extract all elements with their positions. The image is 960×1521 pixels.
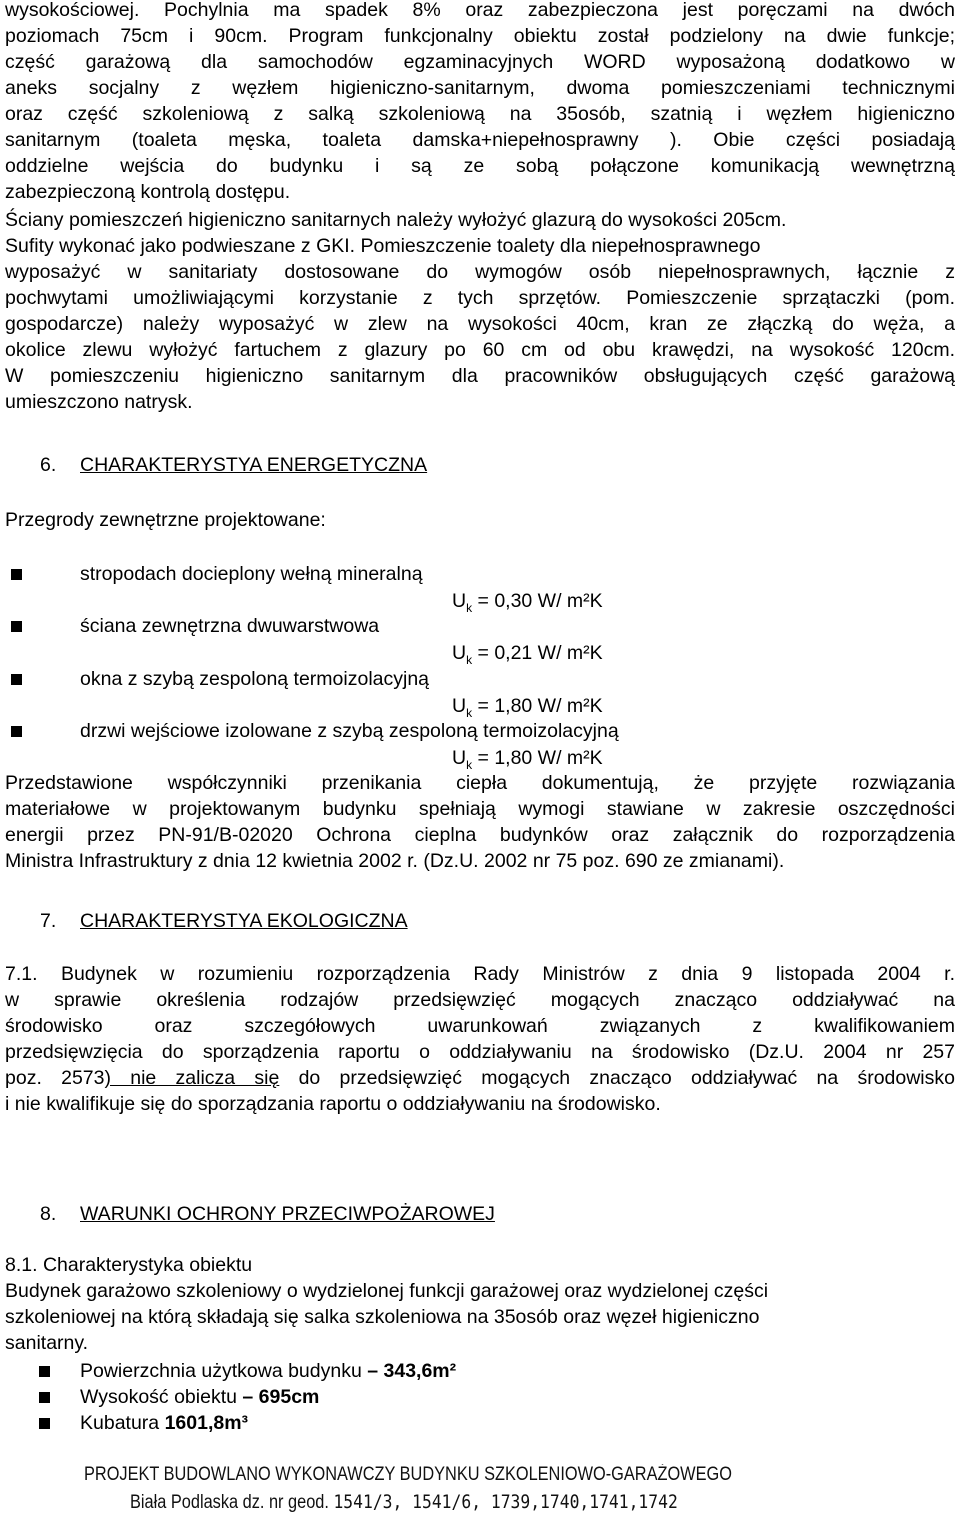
u-value: $U_k = 0,30$ W/ m²K (452, 590, 603, 615)
text-line: Ministra Infrastruktury z dnia 12 kwietnia 2002 r. (Dz.U. 2002 nr 75 poz. 690 ze zmianami). (5, 850, 785, 872)
text-line: energii przez PN-91/B-02020 Ochrona cieplna budynków oraz załącznik do rozporządzenia (5, 824, 955, 846)
text-line: umieszczono natrysk. (5, 391, 193, 413)
text-line: przedsięwzięcia do sporządzenia raportu o oddziaływaniu na środowisko (Dz.U. 2004 nr 257 (5, 1041, 955, 1063)
text-line: 7.1. Budynek w rozumieniu rozporządzenia Rady Ministrów z dnia 9 listopada 2004 r. (5, 963, 955, 985)
text-line: wyposażyć w sanitariaty dostosowane do wymogów osób niepełnosprawnych, łącznie z (5, 261, 955, 283)
text-line: sanitarnym (toaleta męska, toaleta damska+niepełnosprawny ). Obie części posiadają (5, 129, 955, 151)
bullet-icon (11, 621, 22, 632)
fact-line: Powierzchnia użytkowa budynku – 343,6m² (80, 1360, 457, 1382)
text-line: gospodarcze) należy wyposażyć w zlew na wysokości 40cm, kran ze złączką do węża, a (5, 313, 955, 335)
section-number: 6. (40, 454, 57, 476)
section-number: 7. (40, 910, 57, 932)
text-line: sanitarny. (5, 1332, 89, 1354)
text-line: oddzielne wejścia do budynku i są ze sobą połączone komunikacją wewnętrzną (5, 155, 955, 177)
partition-label: drzwi wejściowe izolowane z szybą zespoloną termoizolacyjną (80, 720, 619, 742)
text-line: Przedstawione współczynniki przenikania ciepła dokumentują, że przyjęte rozwiązania (5, 772, 955, 794)
text-line: pochwytami umożliwiającymi korzystanie z tych sprzętów. Pomieszczenie sprzątaczki (pom. (5, 287, 955, 309)
fact-line: Kubatura 1601,8m³ (80, 1412, 249, 1434)
text-line: aneks socjalny z węzłem higieniczno-sanitarnym, dwoma pomieszczeniami technicznymi (5, 77, 955, 99)
partition-label: stropodach docieplony wełną mineralną (80, 563, 423, 585)
text-line: i nie kwalifikuje się do sporządzania raportu o oddziaływaniu na środowisko. (5, 1093, 661, 1115)
partition-label: okna z szybą zespoloną termoizolacyjną (80, 668, 430, 690)
text-line: W pomieszczeniu higieniczno sanitarnym dla pracowników obsługujących część garażową (5, 365, 955, 387)
section-intro: Przegrody zewnętrzne projektowane: (5, 509, 326, 531)
section-heading-7 (40, 908, 740, 934)
fact-line: Wysokość obiektu – 695cm (80, 1386, 320, 1408)
footer-location: Biała Podlaska dz. nr geod. 1541/3, 1541/6, 1739,1740,1741,1742 (130, 1491, 678, 1513)
section-heading-6 (40, 452, 740, 478)
bullet-icon (11, 726, 22, 737)
sub-heading: 8.1. Charakterystyka obiektu (5, 1254, 253, 1276)
underlined-phrase: ) nie zalicza się (104, 1067, 280, 1089)
bullet-icon (11, 569, 22, 580)
text-line: oraz część szkoleniową z salką szkoleniową na 35osób, szatnią i węzłem higieniczno (5, 103, 955, 125)
text-line: okolice zlewu wyłożyć fartuchem z glazury po 60 cm od obu krawędzi, na wysokość 120cm. (5, 339, 955, 361)
footer-project-title: PROJEKT BUDOWLANO WYKONAWCZY BUDYNKU SZKOLENIOWO-GARAŻOWEGO (84, 1464, 732, 1485)
text-line: część garażową dla samochodów egzaminacyjnych WORD wyposażoną dodatkowo w (5, 51, 955, 73)
text-line: szkoleniowej na którą składają się salka szkoleniowa na 35osób oraz węzeł higieniczno (5, 1306, 760, 1328)
text-line: Sufity wykonać jako podwieszane z GKI. Pomieszczenie toalety dla niepełnosprawnego (5, 235, 761, 257)
text-line: poziomach 75cm i 90cm. Program funkcjonalny obiektu został podzielony na dwie funkcje; (5, 25, 955, 47)
text-line: poz. 2573) nie zalicza się do przedsięwzięć mogących znacząco oddziaływać na środowisko (5, 1067, 955, 1089)
u-value: $U_k = 1,80$ W/ m²K (452, 747, 603, 772)
bullet-icon (11, 674, 22, 685)
text-line: w sprawie określenia rodzajów przedsięwzięć mogących znacząco oddziaływać na (5, 989, 955, 1011)
bullet-icon (39, 1418, 50, 1429)
u-value: $U_k = 0,21$ W/ m²K (452, 642, 603, 667)
partition-label: ściana zewnętrzna dwuwarstwowa (80, 615, 380, 637)
text-line: zabezpieczoną kontrolą dostępu. (5, 181, 291, 203)
bullet-icon (39, 1366, 50, 1377)
text-line: materiałowe w projektowanym budynku spełniają wymogi stawiane w zakresie oszczędności (5, 798, 955, 820)
section-number: 8. (40, 1203, 57, 1225)
text-line: wysokościowej. Pochylnia ma spadek 8% oraz zabezpieczona jest poręczami na dwóch (5, 0, 955, 21)
bullet-icon (39, 1392, 50, 1403)
section-title: WARUNKI OCHRONY PRZECIWPOŻAROWEJ (80, 1203, 495, 1225)
u-value: $U_k = 1,80$ W/ m²K (452, 695, 603, 720)
text-line: środowisko oraz szczegółowych uwarunkowań związanych z kwalifikowaniem (5, 1015, 955, 1037)
text-line: Ściany pomieszczeń higieniczno sanitarnych należy wyłożyć glazurą do wysokości 205cm. (5, 209, 787, 231)
section-heading-8 (40, 1201, 740, 1227)
section-title: CHARAKTERYSTYA ENERGETYCZNA (80, 454, 428, 476)
text-line: Budynek garażowo szkoleniowy o wydzielonej funkcji garażowej oraz wydzielonej części (5, 1280, 769, 1302)
section-title: CHARAKTERYSTYA EKOLOGICZNA (80, 910, 408, 932)
